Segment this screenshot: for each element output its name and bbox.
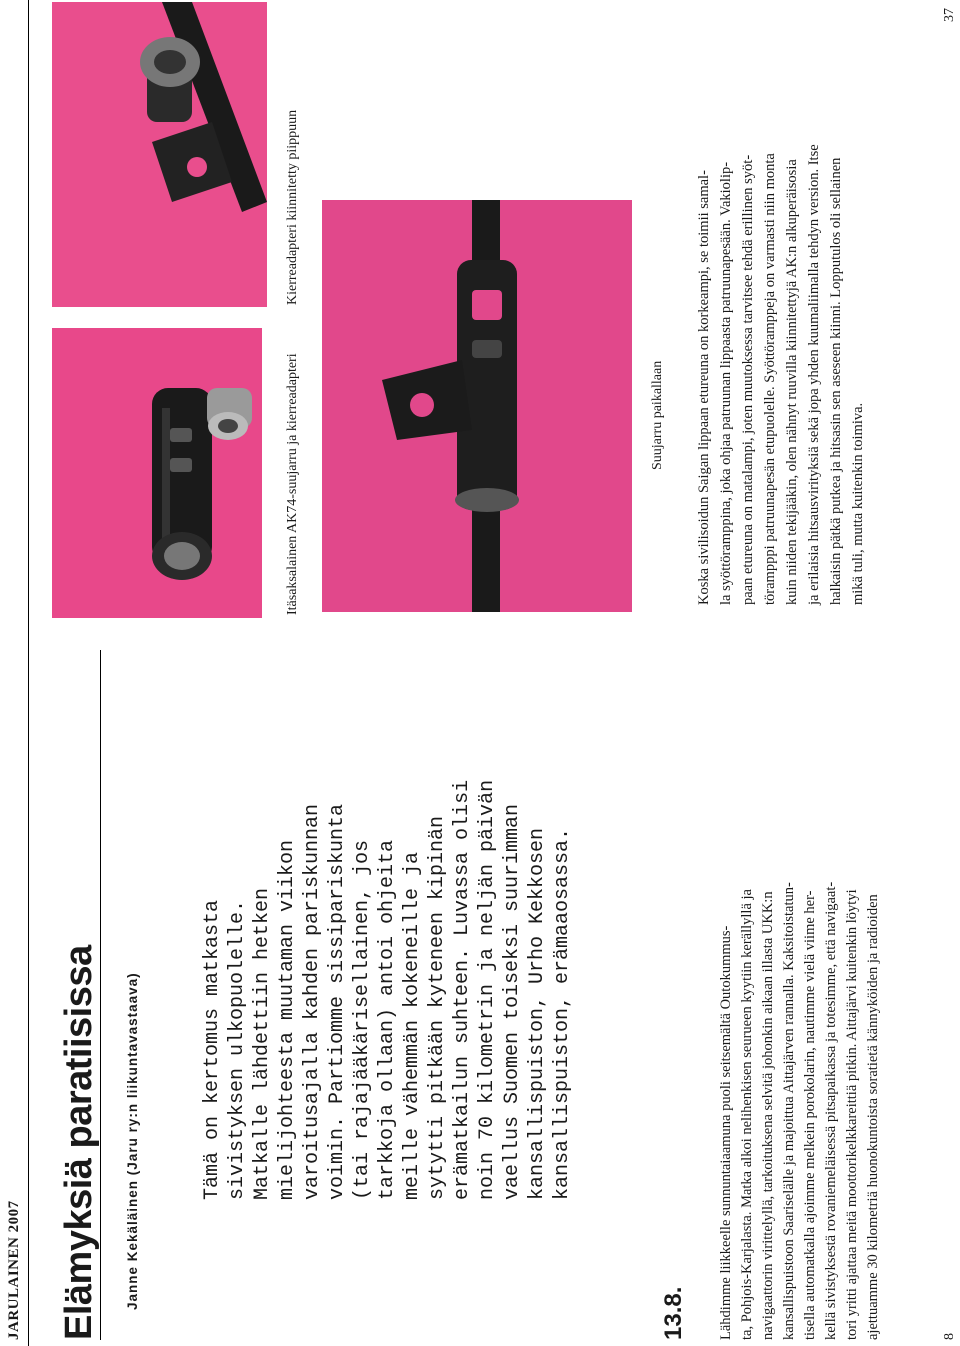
lead-line: noin 70 kilometrin ja neljän päivän bbox=[476, 779, 499, 1200]
lead-line: kansallispuiston, erämaaosassa. bbox=[551, 827, 574, 1200]
body-line: paan etureuna on matalampi, joten muutoksessa tarvitsee tehdä erillinen syöt- bbox=[740, 154, 756, 605]
caption-photo2: Kierreadapteri kiinnitetty piippuun bbox=[285, 109, 300, 305]
body-line: ajettuamme 30 kilometriä huonokuntoista soratietä kännyköiden ja radioiden bbox=[865, 894, 881, 1340]
lead-line: vaellus Suomen toiseksi suurimman bbox=[501, 803, 524, 1200]
body-line: kellä sivistyksestä rovaniemeläisessä pitsapaikassa ja totesimme, että navigaat- bbox=[823, 881, 839, 1340]
lead-line: Matkalle lähdettiin hetken bbox=[251, 887, 274, 1200]
lead-line: sytytti pitkään kyteneen kipinän bbox=[426, 815, 449, 1200]
lead-line: tarkkoja ollaan) antoi ohjeita bbox=[376, 839, 399, 1200]
lead-line: meille vähemmän kokeneille ja bbox=[401, 851, 424, 1200]
publication-label: JARULAINEN 2007 bbox=[6, 1200, 22, 1340]
lead-line: (tai rajajääkärisellainen, jos bbox=[351, 839, 374, 1200]
body-line: ta, Pohjois-Karjalasta. Matka alkoi nelihenkisen seurueen kyytiin kerällyllä ja bbox=[739, 889, 755, 1340]
page-number-right: 37 bbox=[942, 8, 957, 22]
photo-muzzle-brake-and-adapter bbox=[52, 328, 262, 618]
body-line: la syöttöramppina, joka ohjaa patruunan lippaasta patruunapesään. Vakiolip- bbox=[718, 161, 734, 605]
caption-photo3: Suujarru paikallaan bbox=[650, 360, 665, 470]
lead-line: sivistyksen ulkopuolelle. bbox=[226, 899, 249, 1200]
lead-line: Tämä on kertomus matkasta bbox=[201, 899, 224, 1200]
caption-photo1: Itäsaksalainen AK74-suujarru ja kierreadapteri bbox=[285, 353, 300, 615]
body-line: törampppi patruunapesän etupuolelle. Syöttöramppeja on varmasti niin monta bbox=[762, 153, 778, 605]
page-number-left: 8 bbox=[942, 1333, 957, 1340]
lead-line: mielijohteesta muutaman viikon bbox=[276, 839, 299, 1200]
body-text-right bbox=[693, 144, 869, 605]
body-line: ja erilaisia hitsausvirityksiä sekä jopa yhden kuumaliimalla tehdyn version. Itse bbox=[806, 144, 822, 605]
body-line: mikä tuli, mutta kuitenkin toimiva. bbox=[850, 402, 866, 605]
lead-paragraph bbox=[200, 780, 575, 1200]
muzzle-brake-image bbox=[52, 328, 262, 618]
adapter-barrel-image bbox=[52, 2, 267, 307]
body-line: kuin niiden tekijääkin, olen nähnyt ruuvilla kiinnitettyjä AK:n alkuperäisosia bbox=[784, 159, 800, 605]
lead-line: kansallispuiston, Urho Kekkosen bbox=[526, 827, 549, 1200]
photo-adapter-on-barrel bbox=[52, 2, 267, 307]
article-author: Janne Kekäläinen (Jaru ry:n liikuntavastaava) bbox=[125, 972, 140, 1310]
body-line: navigaattorin virittelyllä, tarkoituksena selvitä johonkin aikaan illasta UKK:n bbox=[760, 891, 776, 1340]
photo-brake-installed bbox=[322, 200, 632, 612]
body-line: Lähdimme liikkeelle sunnuntaiaamuna puoli seitsemältä Outokummus- bbox=[718, 925, 734, 1340]
lead-line: varoitusajalla kahden pariskunnan bbox=[301, 803, 324, 1200]
date-heading: 13.8. bbox=[660, 1286, 687, 1340]
body-text-left bbox=[716, 882, 884, 1340]
body-line: tisella automatkalla ajoimme melkein porokolarin, nautimme vielä viime her- bbox=[802, 890, 818, 1340]
brake-installed-image bbox=[322, 200, 632, 612]
article-title: Elämyksiä paratiisissa bbox=[58, 945, 100, 1340]
lead-line: erämatkailun suhteen. Luvassa olisi bbox=[451, 779, 474, 1200]
header-rule bbox=[28, 0, 29, 1346]
lead-line: voimin. Partiomme sissipariskunta bbox=[326, 803, 349, 1200]
body-line: halkaisin pätkä putkea ja hitsasin sen aseseen kiinni. Lopputulos oli sellainen bbox=[828, 157, 844, 605]
body-line: tori yritti ajattaa meitä moottorikelkkareittiä pitkin. Aittajärvi kuitenkin löytyi bbox=[844, 889, 860, 1340]
body-line: kansallispuistoon Saariselälle ja majoittua Aittajärven rannalla. Kaksitoistatun- bbox=[781, 882, 797, 1340]
body-line: Koska sivilisoidun Saigan lippaan etureuna on korkeampi, se toimii samal- bbox=[696, 170, 712, 605]
